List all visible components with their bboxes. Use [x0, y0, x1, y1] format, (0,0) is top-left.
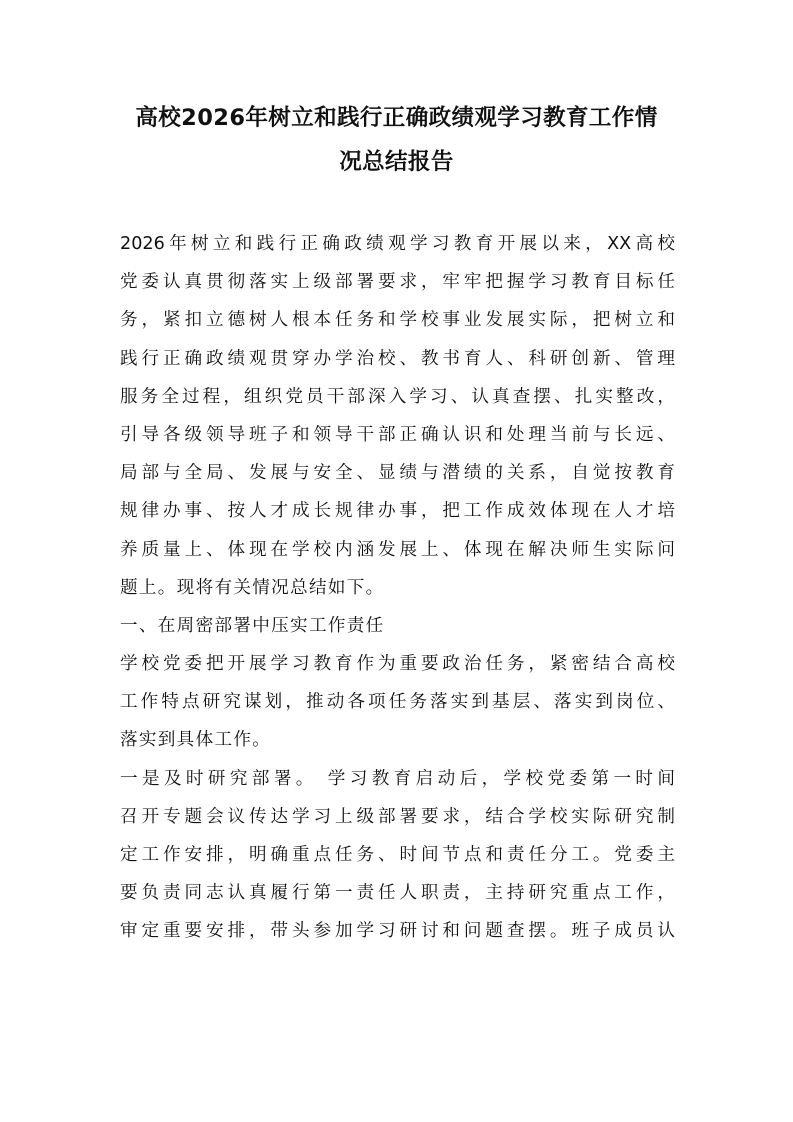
body-line: 召开专题会议传达学习上级部署要求，结合学校实际研究制 [120, 806, 675, 827]
body-line: 引导各级领导班子和领导干部正确认识和处理当前与长远、 [120, 424, 675, 445]
body-line: 局部与全局、发展与安全、显绩与潜绩的关系，自觉按教育 [120, 463, 675, 484]
body-line: 规律办事、按人才成长规律办事，把工作成效体现在人才培 [120, 501, 675, 522]
body-line: 工作特点研究谋划，推动各项任务落实到基层、落实到岗位、 [120, 692, 675, 713]
body-line: 党委认真贯彻落实上级部署要求，牢牢把握学习教育目标任 [120, 272, 675, 293]
section-heading: 一、在周密部署中压实工作责任 [120, 615, 385, 636]
body-line: 要负责同志认真履行第一责任人职责，主持研究重点工作， [120, 883, 675, 904]
body-line: 养质量上、体现在学校内涵发展上、体现在解决师生实际问 [120, 539, 675, 560]
body-line: 题上。现将有关情况总结如下。 [120, 577, 385, 598]
body-line: 定工作安排，明确重点任务、时间节点和责任分工。党委主 [120, 845, 675, 865]
body-line: 审定重要安排，带头参加学习研讨和问题查摆。班子成员认 [120, 921, 675, 942]
body-line: 务，紧扣立德树人根本任务和学校事业发展实际，把树立和 [120, 310, 675, 331]
title-line: 高校2026年树立和践行正确政绩观学习教育工作情 [135, 105, 658, 131]
title-line: 况总结报告 [339, 149, 454, 175]
document-title [100, 96, 693, 184]
body-line: 学校党委把开展学习教育作为重要政治任务，紧密结合高校 [120, 654, 675, 675]
body-line: 落实到具体工作。 [120, 730, 272, 751]
body-line: 一是及时研究部署。 学习教育启动后，学校党委第一时间 [120, 768, 675, 789]
body-line: 践行正确政绩观贯穿办学治校、教书育人、科研创新、管理 [120, 348, 675, 369]
body-line: 服务全过程，组织党员干部深入学习、认真查摆、扎实整改， [120, 386, 675, 407]
document-body [120, 225, 675, 951]
body-line: 2026年树立和践行正确政绩观学习教育开展以来，XX高校 [120, 234, 675, 254]
